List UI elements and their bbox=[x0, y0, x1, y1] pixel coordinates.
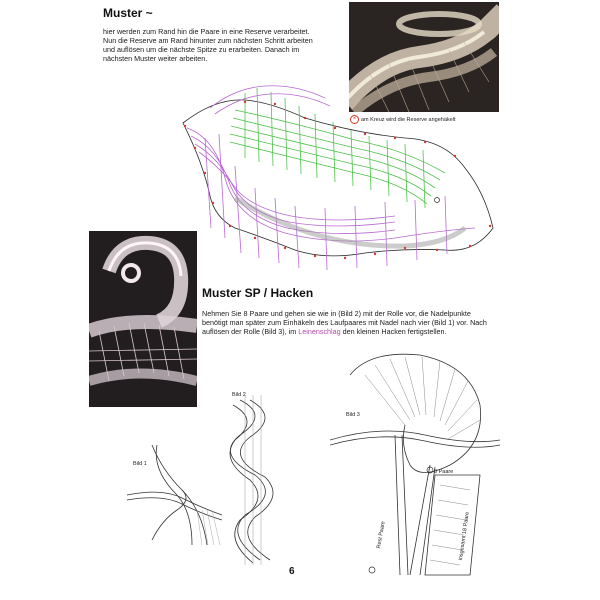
reserve-note-text: am Kreuz wird die Reserve angehäkelt bbox=[361, 116, 456, 123]
paragraph-text-after: den kleinen Hacken fertigstellen. bbox=[342, 327, 447, 336]
figure-bild2 bbox=[225, 395, 285, 565]
label-bild2: Bild 2 bbox=[232, 392, 246, 398]
section-heading-hacken: Muster SP / Hacken bbox=[202, 286, 314, 300]
section-paragraph-muster: hier werden zum Rand hin die Paare in eine Reserve verarbeitet. Nun die Reserve am Rand hinunter zum nächsten Schritt arbeiten und auflösen um die nächste Spitze zu erarbeiten. Danach im nächsten Muster weiter arbeiten. bbox=[103, 27, 313, 63]
figure-bild1 bbox=[122, 440, 232, 550]
label-insgesamt-18-paare: insgesamt 18 Paare bbox=[458, 511, 471, 561]
page-number: 6 bbox=[289, 566, 295, 577]
lace-photo-hook bbox=[89, 231, 197, 407]
figure-bild3 bbox=[330, 345, 505, 585]
pricking-diagram-muster bbox=[175, 78, 505, 288]
green-threads bbox=[230, 88, 445, 208]
label-8-paare: 8 Paare bbox=[434, 469, 454, 475]
section-heading-muster: Muster ~ bbox=[103, 6, 153, 20]
paragraph-text-before: Nehmen Sie 8 Paare und gehen sie wie in (Bild 2) mit der Rolle vor, die Nadelpunkte benötigt man später zum Einhäkeln des Laufpaares mit Nadel nach vier (Bild 1) vor. Nach auflösen der Rolle (Bild 3), im bbox=[202, 309, 487, 336]
label-bild1: Bild 1 bbox=[133, 461, 147, 467]
label-rest-paare: Rest Paare bbox=[376, 520, 387, 550]
reserve-cross-marker bbox=[435, 198, 440, 203]
cross-marker-icon: × bbox=[350, 115, 359, 124]
section-paragraph-hacken bbox=[202, 309, 487, 336]
label-bild3: Bild 3 bbox=[346, 412, 360, 418]
highlight-leinenschlag: Leinenschlag bbox=[298, 327, 341, 336]
